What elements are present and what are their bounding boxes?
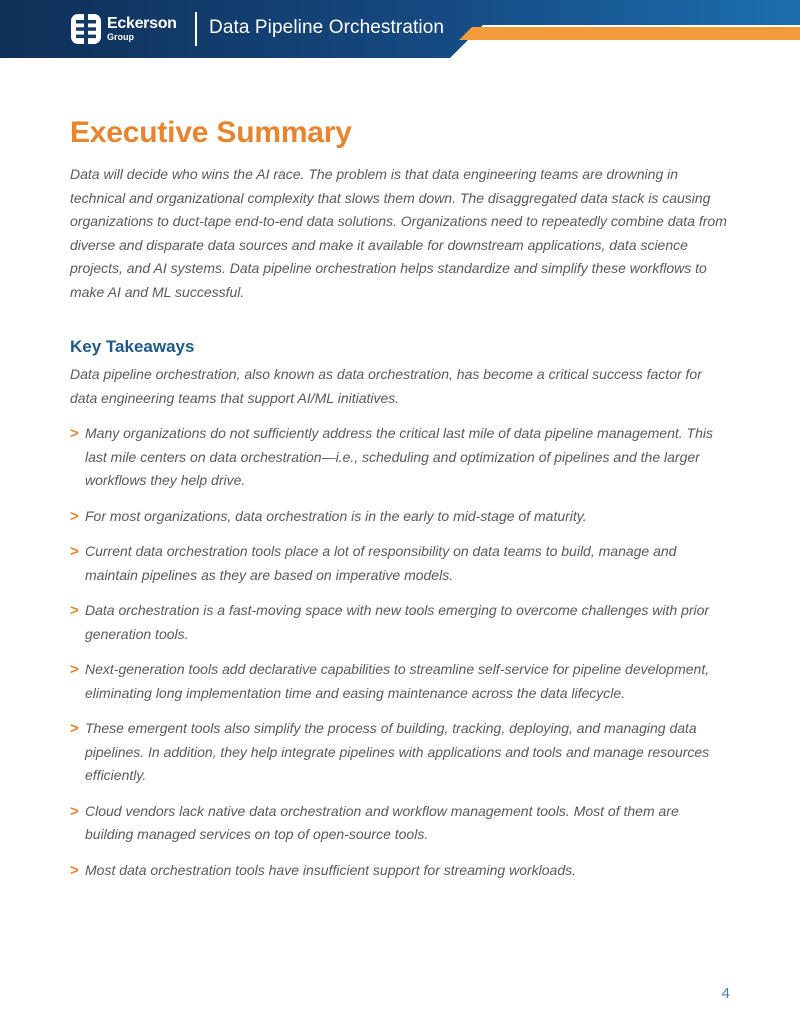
takeaway-text: Most data orchestration tools have insufficient support for streaming workloads. — [85, 861, 577, 878]
takeaway-item — [70, 658, 730, 705]
takeaway-item — [70, 599, 730, 646]
page-number: 4 — [721, 985, 730, 1002]
takeaway-text: These emergent tools also simplify the process of building, tracking, deploying, and managing data pipelines. In addition, they help integrate pipelines with applications and tools and manage resources efficiently. — [85, 720, 710, 783]
chevron-right-icon: > — [70, 720, 79, 737]
main-content — [70, 112, 730, 882]
takeaway-item — [70, 717, 730, 788]
key-takeaways-list — [70, 422, 730, 882]
header-divider — [195, 12, 197, 46]
summary-paragraph: Data will decide who wins the AI race. The problem is that data engineering teams are drowning in technical and organizational complexity that slows them down. The disaggregated data stack is causing organizations to duct-tape end-to-end data solutions. Organizations need to repeatedly combine data from diverse and disparate data sources and make it available for downstream applications, data science projects, and AI systems. Data pipeline orchestration helps standardize and simplify these workflows to make AI and ML successful. — [70, 166, 727, 300]
takeaway-text: Many organizations do not sufficiently address the critical last mile of data pipeline management. This last mile centers on data orchestration—i.e., scheduling and optimization of pipelines and the larger workflows they help drive. — [85, 425, 713, 488]
key-takeaways-intro: Data pipeline orchestration, also known as data orchestration, has become a critical success factor for data engineering teams that support AI/ML initiatives. — [70, 366, 702, 406]
eckerson-logo-icon — [70, 13, 102, 45]
chevron-right-icon: > — [70, 861, 79, 879]
section-title: Executive Summary — [70, 116, 352, 149]
takeaway-item — [70, 505, 730, 529]
chevron-right-icon: > — [70, 602, 79, 619]
takeaway-text: For most organizations, data orchestration is in the early to mid-stage of maturity. — [85, 507, 587, 524]
takeaway-item — [70, 540, 730, 587]
takeaway-item — [70, 859, 730, 883]
takeaway-item — [70, 800, 730, 847]
takeaway-text: Current data orchestration tools place a lot of responsibility on data teams to build, manage and maintain pipelines as they are based on imperative models. — [85, 543, 677, 583]
chevron-right-icon: > — [70, 543, 79, 560]
key-takeaways-heading: Key Takeaways — [70, 337, 195, 356]
document-title: Data Pipeline Orchestration — [209, 17, 445, 38]
takeaway-text: Cloud vendors lack native data orchestration and workflow management tools. Most of them are building managed services on top of open-source tools. — [85, 802, 679, 842]
chevron-right-icon: > — [70, 425, 79, 442]
page-header — [0, 0, 800, 58]
chevron-right-icon: > — [70, 802, 79, 820]
takeaway-text: Data orchestration is a fast-moving space with new tools emerging to overcome challenges with prior generation tools. — [85, 602, 710, 642]
company-logo — [70, 11, 177, 47]
takeaway-item — [70, 422, 730, 493]
logo-subtitle: Group — [107, 32, 134, 42]
chevron-right-icon: > — [70, 661, 79, 678]
chevron-right-icon: > — [70, 507, 79, 525]
takeaway-text: Next-generation tools add declarative capabilities to streamline self-service for pipeline development, eliminating long implementation time and easing maintenance across the data lifecycle. — [85, 661, 710, 701]
logo-name: Eckerson — [107, 15, 177, 32]
